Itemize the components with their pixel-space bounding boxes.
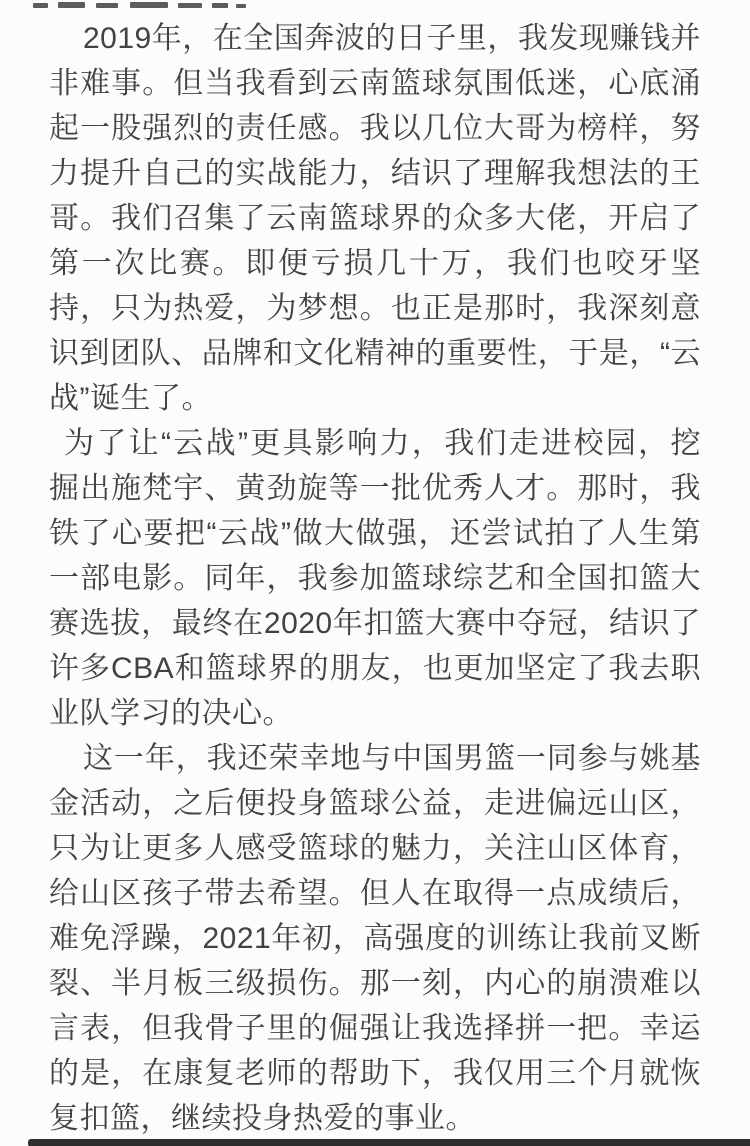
text-line: 起一股强烈的责任感。我以几位大哥为榜样，努: [49, 112, 701, 145]
clipped-text-remnant: [0, 0, 750, 9]
text-line: 许多CBA和篮球界的朋友，也更加坚定了我去职: [49, 652, 701, 685]
text-line: 难免浮躁，2021年初，高强度的训练让我前叉断: [49, 922, 701, 955]
bottom-divider: [28, 1139, 750, 1146]
text-line: 力提升自己的实战能力，结识了理解我想法的王: [49, 157, 701, 190]
text-line: 为了让“云战”更具影响力，我们走进校园，挖: [64, 427, 701, 460]
text-line: 业队学习的决心。: [49, 697, 293, 730]
article-body: [49, 16, 701, 1141]
text-line: 复扣篮，继续投身热爱的事业。: [49, 1102, 476, 1135]
text-line: 赛选拔，最终在2020年扣篮大赛中夺冠，结识了: [49, 607, 701, 640]
text-line: 的是，在康复老师的帮助下，我仅用三个月就恢: [49, 1057, 701, 1090]
text-line: 战”诞生了。: [49, 382, 212, 415]
text-line: 第一次比赛。即便亏损几十万，我们也咬牙坚: [49, 247, 701, 280]
text-line: 哥。我们召集了云南篮球界的众多大佬，开启了: [49, 202, 701, 235]
text-line: 铁了心要把“云战”做大做强，还尝试拍了人生第: [49, 517, 701, 550]
text-line: 这一年，我还荣幸地与中国男篮一同参与姚基: [83, 742, 701, 775]
text-line: 2019年，在全国奔波的日子里，我发现赚钱并: [83, 22, 701, 55]
text-line: 给山区孩子带去希望。但人在取得一点成绩后，: [49, 877, 701, 910]
text-line: 非难事。但当我看到云南篮球氛围低迷，心底涌: [49, 67, 701, 100]
text-line: 只为让更多人感受篮球的魅力，关注山区体育，: [49, 832, 701, 865]
text-line: 一部电影。同年，我参加篮球综艺和全国扣篮大: [49, 562, 701, 595]
text-line: 言表，但我骨子里的倔强让我选择拼一把。幸运: [49, 1012, 701, 1045]
text-line: 裂、半月板三级损伤。那一刻，内心的崩溃难以: [49, 967, 701, 1000]
text-line: 识到团队、品牌和文化精神的重要性，于是，“云: [49, 337, 701, 370]
text-line: 掘出施梵宇、黄劲旋等一批优秀人才。那时，我: [49, 472, 701, 505]
text-line: 金活动，之后便投身篮球公益，走进偏远山区，: [49, 787, 701, 820]
text-line: 持，只为热爱，为梦想。也正是那时，我深刻意: [49, 292, 701, 325]
